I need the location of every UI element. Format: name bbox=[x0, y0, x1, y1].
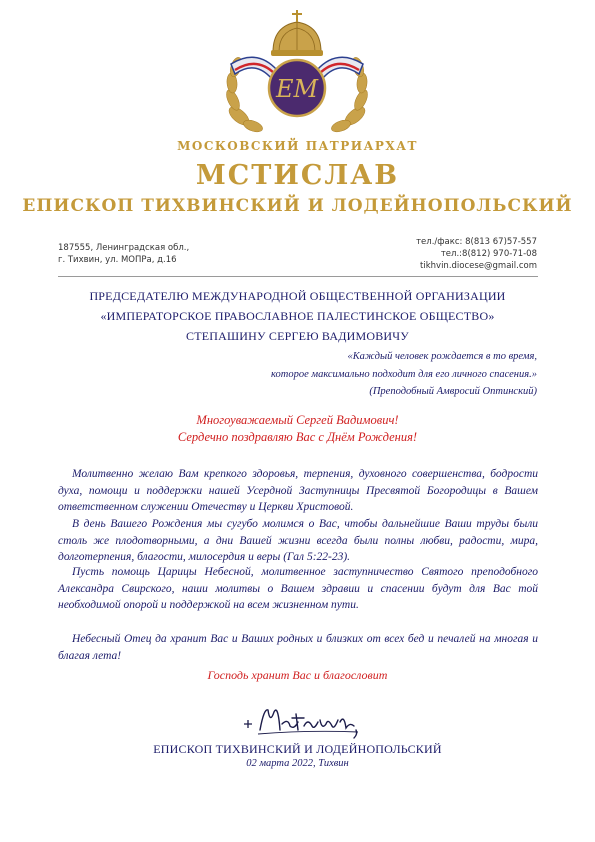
body-paragraph-3: Пусть помощь Царицы Небесной, молитвенное заступничество Святого преподобного Александра Свирского, наши молитвы о Вашем здравии и спасении будут для Вас той необходимой опорой и поддержкой на всем жизненном пути. bbox=[58, 566, 538, 611]
address-line-1: 187555, Ленинградская обл., bbox=[58, 243, 190, 253]
emblem-monogram: ЕМ bbox=[275, 75, 319, 103]
epigraph-line-1: «Каждый человек рождается в то время, bbox=[347, 351, 537, 362]
recipient-line-3: СТЕПАШИНУ СЕРГЕЮ ВАДИМОВИЧУ bbox=[185, 329, 409, 343]
body-paragraph-4: Небесный Отец да хранит Вас и Ваших родных и близких от всех бед и печалей на многая и благая лета! bbox=[58, 633, 538, 662]
phone-fax: тел./факс: 8(813 67)57-557 bbox=[416, 237, 537, 247]
diocese-emblem-logo bbox=[217, 8, 377, 138]
epigraph-line-2: которое максимально подходит для его личного спасения.» bbox=[271, 369, 537, 380]
congratulation: Сердечно поздравляю Вас с Днём Рождения! bbox=[177, 430, 418, 444]
email-link[interactable]: tikhvin.diocese@gmail.com bbox=[420, 261, 537, 271]
header-divider bbox=[58, 276, 538, 277]
postal-address bbox=[58, 242, 189, 266]
bishop-title-heading: ЕПИСКОП ТИХВИНСКИЙ И ЛОДЕЙНОПОЛЬСКИЙ bbox=[22, 196, 573, 216]
blessing-line: Господь хранит Вас и благословит bbox=[207, 668, 388, 682]
epigraph-source: (Преподобный Амвросий Оптинский) bbox=[369, 386, 537, 397]
handwritten-signature bbox=[238, 700, 388, 740]
address-line-2: г. Тихвин, ул. МОПРа, д.16 bbox=[58, 255, 177, 265]
body-paragraph-2: В день Вашего Рождения мы сугубо молимся о Вас, чтобы дальнейшие Ваши труды были столь же плодотворными, а дни Вашей жизни всегда были полны любви, радости, мира, долготерпения, благости, милосердия и веры (Гал 5:22-23). bbox=[58, 518, 538, 563]
closing-title: ЕПИСКОП ТИХВИНСКИЙ И ЛОДЕЙНОПОЛЬСКИЙ bbox=[153, 742, 442, 756]
date-place: 02 марта 2022, Тихвин bbox=[246, 758, 349, 769]
patriarchate-heading: МОСКОВСКИЙ ПАТРИАРХАТ bbox=[177, 139, 418, 153]
phone: тел.:8(812) 970-71-08 bbox=[440, 249, 537, 259]
contact-details bbox=[416, 236, 537, 272]
bishop-name-heading: МСТИСЛАВ bbox=[195, 160, 400, 191]
salutation: Многоуважаемый Сергей Вадимович! bbox=[196, 413, 399, 427]
recipient-line-1: ПРЕДСЕДАТЕЛЮ МЕЖДУНАРОДНОЙ ОБЩЕСТВЕННОЙ ОРГАНИЗАЦИИ bbox=[89, 289, 506, 303]
recipient-line-2: «ИМПЕРАТОРСКОЕ ПРАВОСЛАВНОЕ ПАЛЕСТИНСКОЕ ОБЩЕСТВО» bbox=[100, 309, 495, 323]
body-paragraph-1: Молитвенно желаю Вам крепкого здоровья, терпения, духовного совершенства, бодрости духа, помощи и поддержки нашей Усердной Заступницы Пресвятой Богородицы в Вашем ответственном служении Отечеству и Церкви Христовой. bbox=[58, 468, 538, 513]
